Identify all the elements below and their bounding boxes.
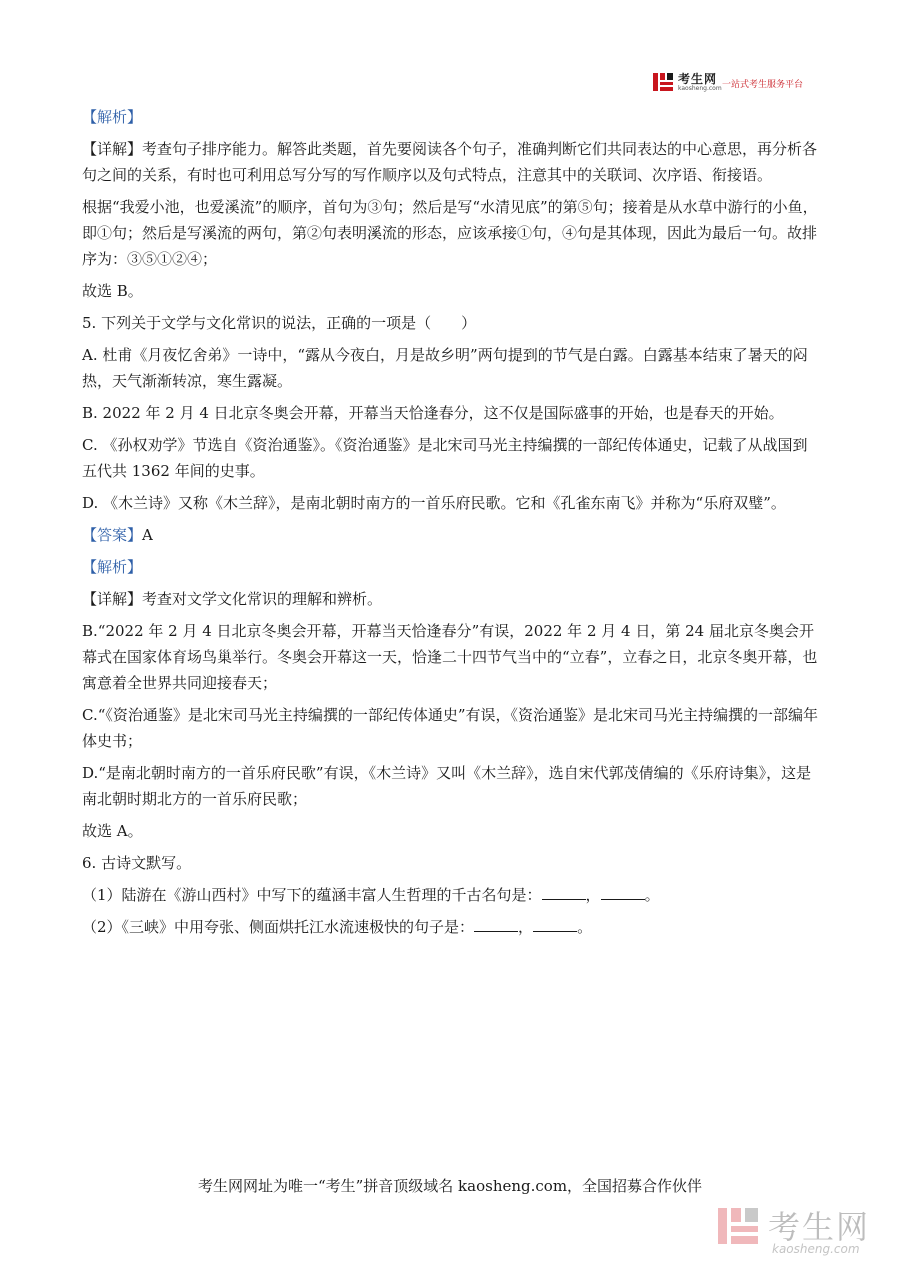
q5-answer [82,522,822,548]
header-logo [652,70,822,96]
answer-value: A [142,526,153,544]
watermark-domain: kaosheng.com [772,1242,860,1256]
q5-conclusion: 故选 A。 [82,822,143,840]
q4-detail-text: 考查句子排序能力。解答此类题，首先要阅读各个句子，准确判断它们共同表达的中心意思，再分析各句之间的关系，有时也可利用总写分写的写作顺序以及句式特点，注意其中的关联词、次序语、衔接语。 [82,140,818,184]
q4-detail-paragraph [82,136,822,188]
answer-blank[interactable] [542,885,586,900]
answer-blank[interactable] [601,885,645,900]
detail-tag: 【详解】 [82,590,143,608]
answer-blank[interactable] [533,917,577,932]
q6-stem: 6. 古诗文默写。 [82,854,192,872]
answer-tag: 【答案】 [82,526,143,544]
q4-conclusion: 故选 B。 [82,282,143,300]
q5-detail-paragraph [82,586,822,612]
q5-option-a: A. 杜甫《月夜忆舍弟》一诗中，“露从今夜白，月是故乡明”两句提到的节气是白露。白露基本结束了暑天的闷热，天气渐渐转凉，寒生露凝。 [82,346,808,390]
q5-explanation-c: C.“《资治通鉴》是北宋司马光主持编撰的一部纪传体通史”有误，《资治通鉴》是北宋司马光主持编撰的一部编年体史书； [82,706,819,750]
q6-item-1-text: （1）陆游在《游山西村》中写下的蕴涵丰富人生哲理的千古名句是： [82,886,542,904]
q4-jiexi-heading [82,104,822,130]
jiexi-tag: 【解析】 [82,558,143,576]
q4-reasoning-paragraph: 根据“我爱小池，也爱溪流”的顺序，首句为③句；然后是写“水清见底”的第⑤句；接着是从水草中游行的小鱼，即①句；然后是写溪流的两句，第②句表明溪流的形态，应该承接①句，④句是其体现，因此为最后一句。故排序为：③⑤①②④； [82,198,818,268]
separator: ， [585,886,601,904]
q5-stem: 5. 下列关于文学与文化常识的说法，正确的一项是（ ） [82,314,477,332]
document-body [82,104,822,946]
q5-explanation-d: D.“是南北朝时南方的一首乐府民歌”有误，《木兰诗》又叫《木兰辞》，选自宋代郭茂倩编的《乐府诗集》，这是南北朝时期北方的一首乐府民歌； [82,764,812,808]
q5-option-b: B. 2022 年 2 月 4 日北京冬奥会开幕，开幕当天恰逢春分，这不仅是国际盛事的开始，也是春天的开始。 [82,404,784,422]
logo-slogan: 一站式考生服务平台 [722,80,804,90]
end-mark: 。 [644,886,660,904]
kaosheng-logo-icon [652,71,674,93]
jiexi-tag: 【解析】 [82,108,143,126]
q5-explanation-b: B.“2022 年 2 月 4 日北京冬奥会开幕，开幕当天恰逢春分”有误，2022 年 2 月 4 日，第 24 届北京冬奥会开幕式在国家体育场鸟巢举行。冬奥会开幕这一天，恰逢二十四节气当中的“立春”，立春之日，北京冬奥开幕，也寓意着全世界共同迎接春天； [82,622,818,692]
q6-item-2 [82,914,822,940]
end-mark: 。 [577,918,593,936]
q5-jiexi-heading [82,554,822,580]
detail-tag: 【详解】 [82,140,143,158]
q6-item-2-text: （2）《三峡》中用夸张、侧面烘托江水流速极快的句子是： [82,918,475,936]
logo-domain: kaosheng.com [678,85,722,92]
watermark-name: 考生网 [768,1208,871,1246]
q5-option-c: C. 《孙权劝学》节选自《资治通鉴》。《资治通鉴》是北宋司马光主持编撰的一部纪传体通史，记载了从战国到五代共 1362 年间的史事。 [82,436,808,480]
q6-item-1 [82,882,822,908]
answer-blank[interactable] [474,917,518,932]
page-footer: 考生网网址为唯一“考生”拼音顶级域名 kaosheng.com，全国招募合作伙伴 [197,1177,703,1195]
q5-detail-text: 考查对文学文化常识的理解和辨析。 [142,590,383,608]
logo-name: 考生网 [678,72,718,86]
watermark-logo-icon [716,1204,760,1248]
watermark-logo [716,1202,886,1262]
separator: ， [518,918,534,936]
q5-option-d: D. 《木兰诗》又称《木兰辞》，是南北朝时南方的一首乐府民歌。它和《孔雀东南飞》并称为“乐府双璧”。 [82,494,786,512]
